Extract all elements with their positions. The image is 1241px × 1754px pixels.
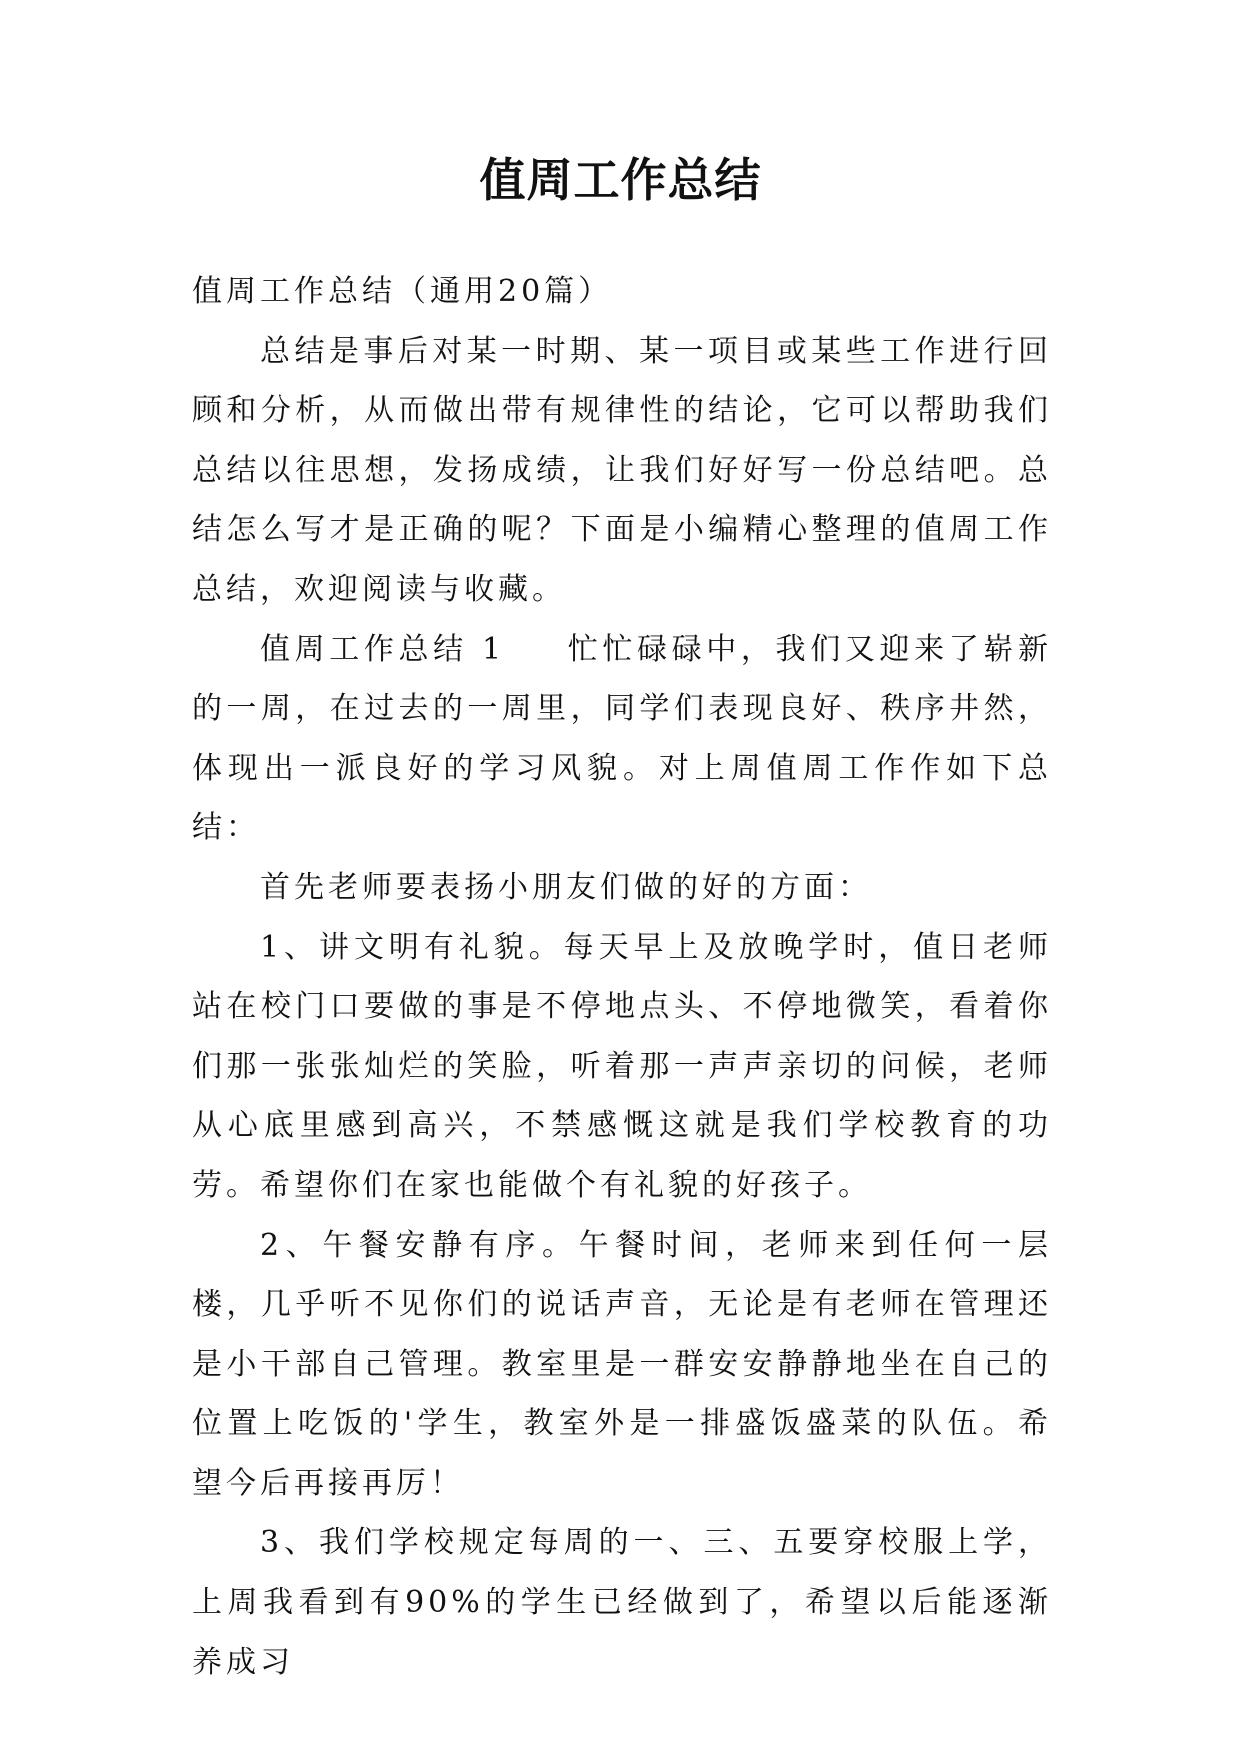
document-body — [192, 262, 1052, 1692]
section-1-heading: 值周工作总结 1 — [260, 631, 506, 667]
item-2-paragraph: 2、午餐安静有序。午餐时间，老师来到任何一层楼，几乎听不见你们的说话声音，无论是有老师在管理还是小干部自己管理。教室里是一群安安静静地坐在自己的位置上吃饭的'学生，教室外是一排盛饭盛菜的队伍。希望今后再接再厉！ — [192, 1227, 1052, 1501]
item-3-paragraph: 3、我们学校规定每周的一、三、五要穿校服上学，上周我看到有90%的学生已经做到了，希望以后能逐渐养成习 — [192, 1525, 1052, 1680]
page-title: 值周工作总结 — [479, 153, 762, 207]
intro-paragraph: 总结是事后对某一时期、某一项目或某些工作进行回顾和分析，从而做出带有规律性的结论，它可以帮助我们总结以往思想，发扬成绩，让我们好好写一份总结吧。总结怎么写才是正确的呢？下面是小编精心整理的值周工作总结，欢迎阅读与收藏。 — [192, 333, 1052, 607]
section-1-text: 忙忙碌碌中，我们又迎来了崭新的一周，在过去的一周里，同学们表现良好、秩序井然，体现出一派良好的学习风貌。对上周值周工作作如下总结： — [192, 631, 1053, 846]
praise-intro-paragraph: 首先老师要表扬小朋友们做的好的方面： — [260, 869, 872, 905]
item-1-paragraph: 1、讲文明有礼貌。每天早上及放晚学时，值日老师站在校门口要做的事是不停地点头、不停地微笑，看着你们那一张张灿烂的笑脸，听着那一声声亲切的问候，老师从心底里感到高兴，不禁感慨这就是我们学校教育的功劳。希望你们在家也能做个有礼貌的好孩子。 — [192, 929, 1052, 1203]
subtitle: 值周工作总结（通用20篇） — [192, 274, 613, 309]
section-1-paragraph — [192, 620, 1052, 858]
